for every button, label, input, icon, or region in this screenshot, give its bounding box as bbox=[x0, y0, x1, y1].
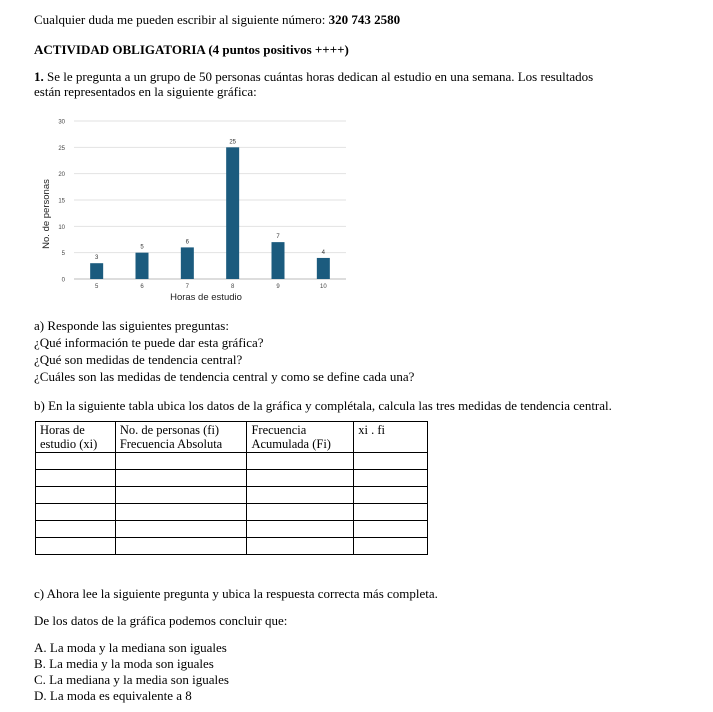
y-tick-label: 10 bbox=[58, 224, 65, 231]
question1-text-line1: Se le pregunta a un grupo de 50 personas cuántas horas dedican al estudio en una semana. Los resultados bbox=[47, 69, 594, 84]
y-tick-label: 5 bbox=[61, 251, 65, 258]
part-a-label: a) Responde las siguientes preguntas: bbox=[34, 318, 229, 333]
part-b-label: b) En la siguiente tabla ubica los datos de la gráfica y complétala, calcula las tres medidas de tendencia central. bbox=[34, 398, 612, 413]
bar bbox=[90, 263, 103, 279]
option-b: B. La media y la moda son iguales bbox=[34, 656, 214, 671]
table-row bbox=[36, 538, 428, 555]
chart-bars bbox=[90, 147, 330, 279]
bar bbox=[317, 258, 330, 279]
bar-data-label: 25 bbox=[229, 139, 237, 146]
option-a: A. La moda y la mediana son iguales bbox=[34, 640, 227, 655]
table-row bbox=[36, 470, 428, 487]
contact-number: 320 743 2580 bbox=[328, 12, 401, 27]
header-frequency-cumulative: Frecuencia Acumulada (Fi) bbox=[247, 422, 354, 453]
part-a-question-2: ¿Qué son medidas de tendencia central? bbox=[34, 352, 243, 367]
y-tick-label: 25 bbox=[58, 145, 65, 152]
table-row bbox=[36, 453, 428, 470]
table-row bbox=[36, 487, 428, 504]
header-frequency-absolute: No. de personas (fi) Frecuencia Absoluta bbox=[115, 422, 247, 453]
y-tick-label: 0 bbox=[61, 277, 65, 284]
question1-line1 bbox=[34, 69, 593, 85]
bar bbox=[181, 247, 194, 279]
y-tick-label: 15 bbox=[58, 198, 65, 205]
header-xi-fi: xi . fi bbox=[354, 422, 428, 453]
table-row bbox=[36, 504, 428, 521]
x-tick-labels bbox=[95, 284, 327, 290]
option-d: D. La moda es equivalente a 8 bbox=[34, 688, 192, 703]
question1-number: 1. bbox=[34, 69, 44, 84]
bar bbox=[136, 253, 149, 279]
frequency-table bbox=[35, 421, 428, 555]
activity-title: ACTIVIDAD OBLIGATORIA (4 puntos positivos ++++) bbox=[34, 42, 349, 57]
x-tick-label: 9 bbox=[276, 284, 280, 290]
bar bbox=[226, 147, 239, 279]
bar-chart bbox=[34, 112, 364, 312]
table-header-row bbox=[36, 422, 428, 453]
chart-grid bbox=[74, 121, 346, 279]
y-axis-label: No. de personas bbox=[41, 179, 52, 249]
option-c: C. La mediana y la media son iguales bbox=[34, 672, 229, 687]
header-hours: Horas de estudio (xi) bbox=[36, 422, 116, 453]
part-c-prompt: De los datos de la gráfica podemos concluir que: bbox=[34, 613, 288, 628]
y-tick-label: 20 bbox=[58, 172, 65, 179]
y-tick-labels bbox=[58, 120, 65, 284]
bar-data-label: 7 bbox=[276, 234, 280, 241]
bar-data-label: 6 bbox=[185, 239, 190, 246]
x-tick-label: 8 bbox=[230, 284, 235, 290]
table-row bbox=[36, 521, 428, 538]
x-axis-label: Horas de estudio bbox=[170, 292, 242, 303]
question1-text-line2: están representados en la siguiente gráfica: bbox=[34, 84, 257, 99]
x-tick-label: 5 bbox=[94, 284, 99, 290]
bar-data-label: 3 bbox=[94, 255, 99, 262]
part-c-label: c) Ahora lee la siguiente pregunta y ubica la respuesta correcta más completa. bbox=[34, 586, 438, 601]
contact-text: Cualquier duda me pueden escribir al siguiente número: bbox=[34, 12, 329, 27]
x-tick-label: 7 bbox=[185, 284, 190, 290]
bar-data-label: 4 bbox=[321, 249, 326, 256]
part-a-question-1: ¿Qué información te puede dar esta gráfica? bbox=[34, 335, 264, 350]
bar bbox=[272, 242, 285, 279]
bar-data-label: 5 bbox=[140, 244, 144, 251]
y-tick-label: 30 bbox=[58, 119, 65, 126]
contact-line bbox=[34, 12, 400, 28]
x-tick-label: 6 bbox=[140, 284, 144, 290]
x-tick-label: 10 bbox=[319, 284, 327, 290]
part-a-question-3: ¿Cuáles son las medidas de tendencia central y como se define cada una? bbox=[34, 369, 415, 384]
